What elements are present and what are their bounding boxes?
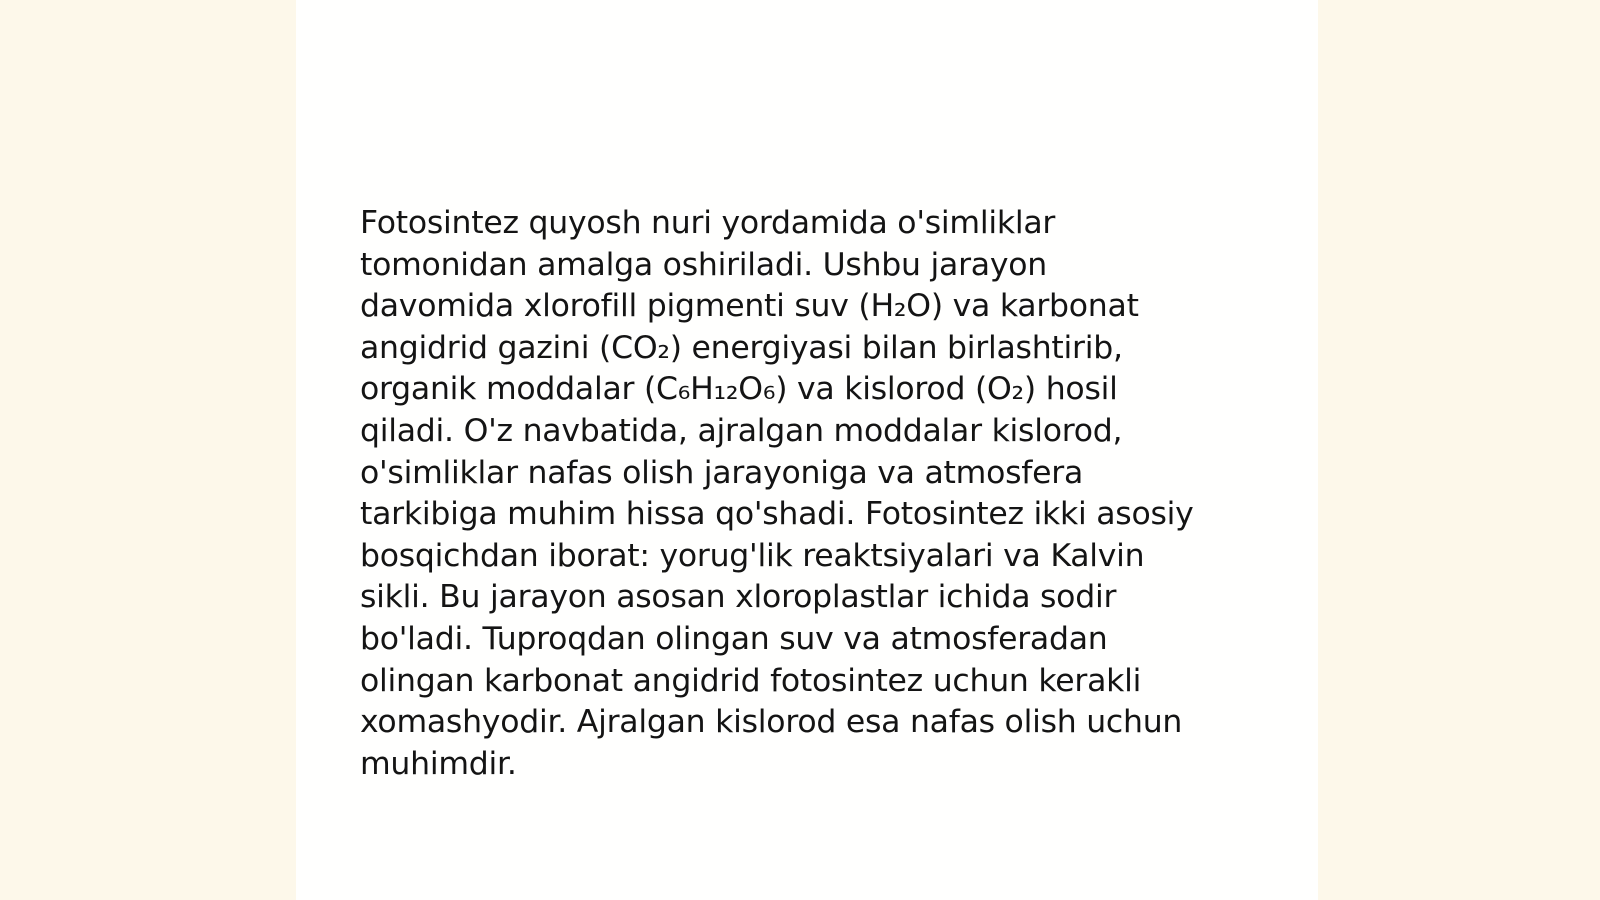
paragraph-line-3: davomida xlorofill pigmenti suv (H₂O) va karbonat — [360, 288, 1139, 325]
body-paragraph — [360, 203, 1260, 785]
paragraph-line-10: sikli. Bu jarayon asosan xloroplastlar ichida sodir — [360, 579, 1117, 616]
document-page — [296, 0, 1318, 900]
paragraph-line-5: organik moddalar (C₆H₁₂O₆) va kislorod (O₂) hosil — [360, 371, 1118, 408]
paragraph-line-2: tomonidan amalga oshiriladi. Ushbu jarayon — [360, 246, 1047, 283]
paragraph-line-4: angidrid gazini (CO₂) energiyasi bilan birlashtirib, — [360, 329, 1123, 366]
paragraph-line-6: qiladi. O'z navbatida, ajralgan moddalar kislorod, — [360, 412, 1123, 449]
paragraph-line-14: muhimdir. — [360, 745, 517, 782]
paragraph-line-1: Fotosintez quyosh nuri yordamida o'simliklar — [360, 205, 1056, 241]
paragraph-line-11: bo'ladi. Tuproqdan olingan suv va atmosferadan — [360, 620, 1108, 657]
paragraph-line-13: xomashyodir. Ajralgan kislorod esa nafas olish uchun — [360, 704, 1183, 741]
paragraph-line-7: o'simliklar nafas olish jarayoniga va atmosfera — [360, 454, 1083, 491]
paragraph-line-8: tarkibiga muhim hissa qo'shadi. Fotosintez ikki asosiy — [360, 496, 1194, 533]
paragraph-line-9: bosqichdan iborat: yorug'lik reaktsiyalari va Kalvin — [360, 537, 1145, 574]
paragraph-line-12: olingan karbonat angidrid fotosintez uchun kerakli — [360, 662, 1142, 699]
